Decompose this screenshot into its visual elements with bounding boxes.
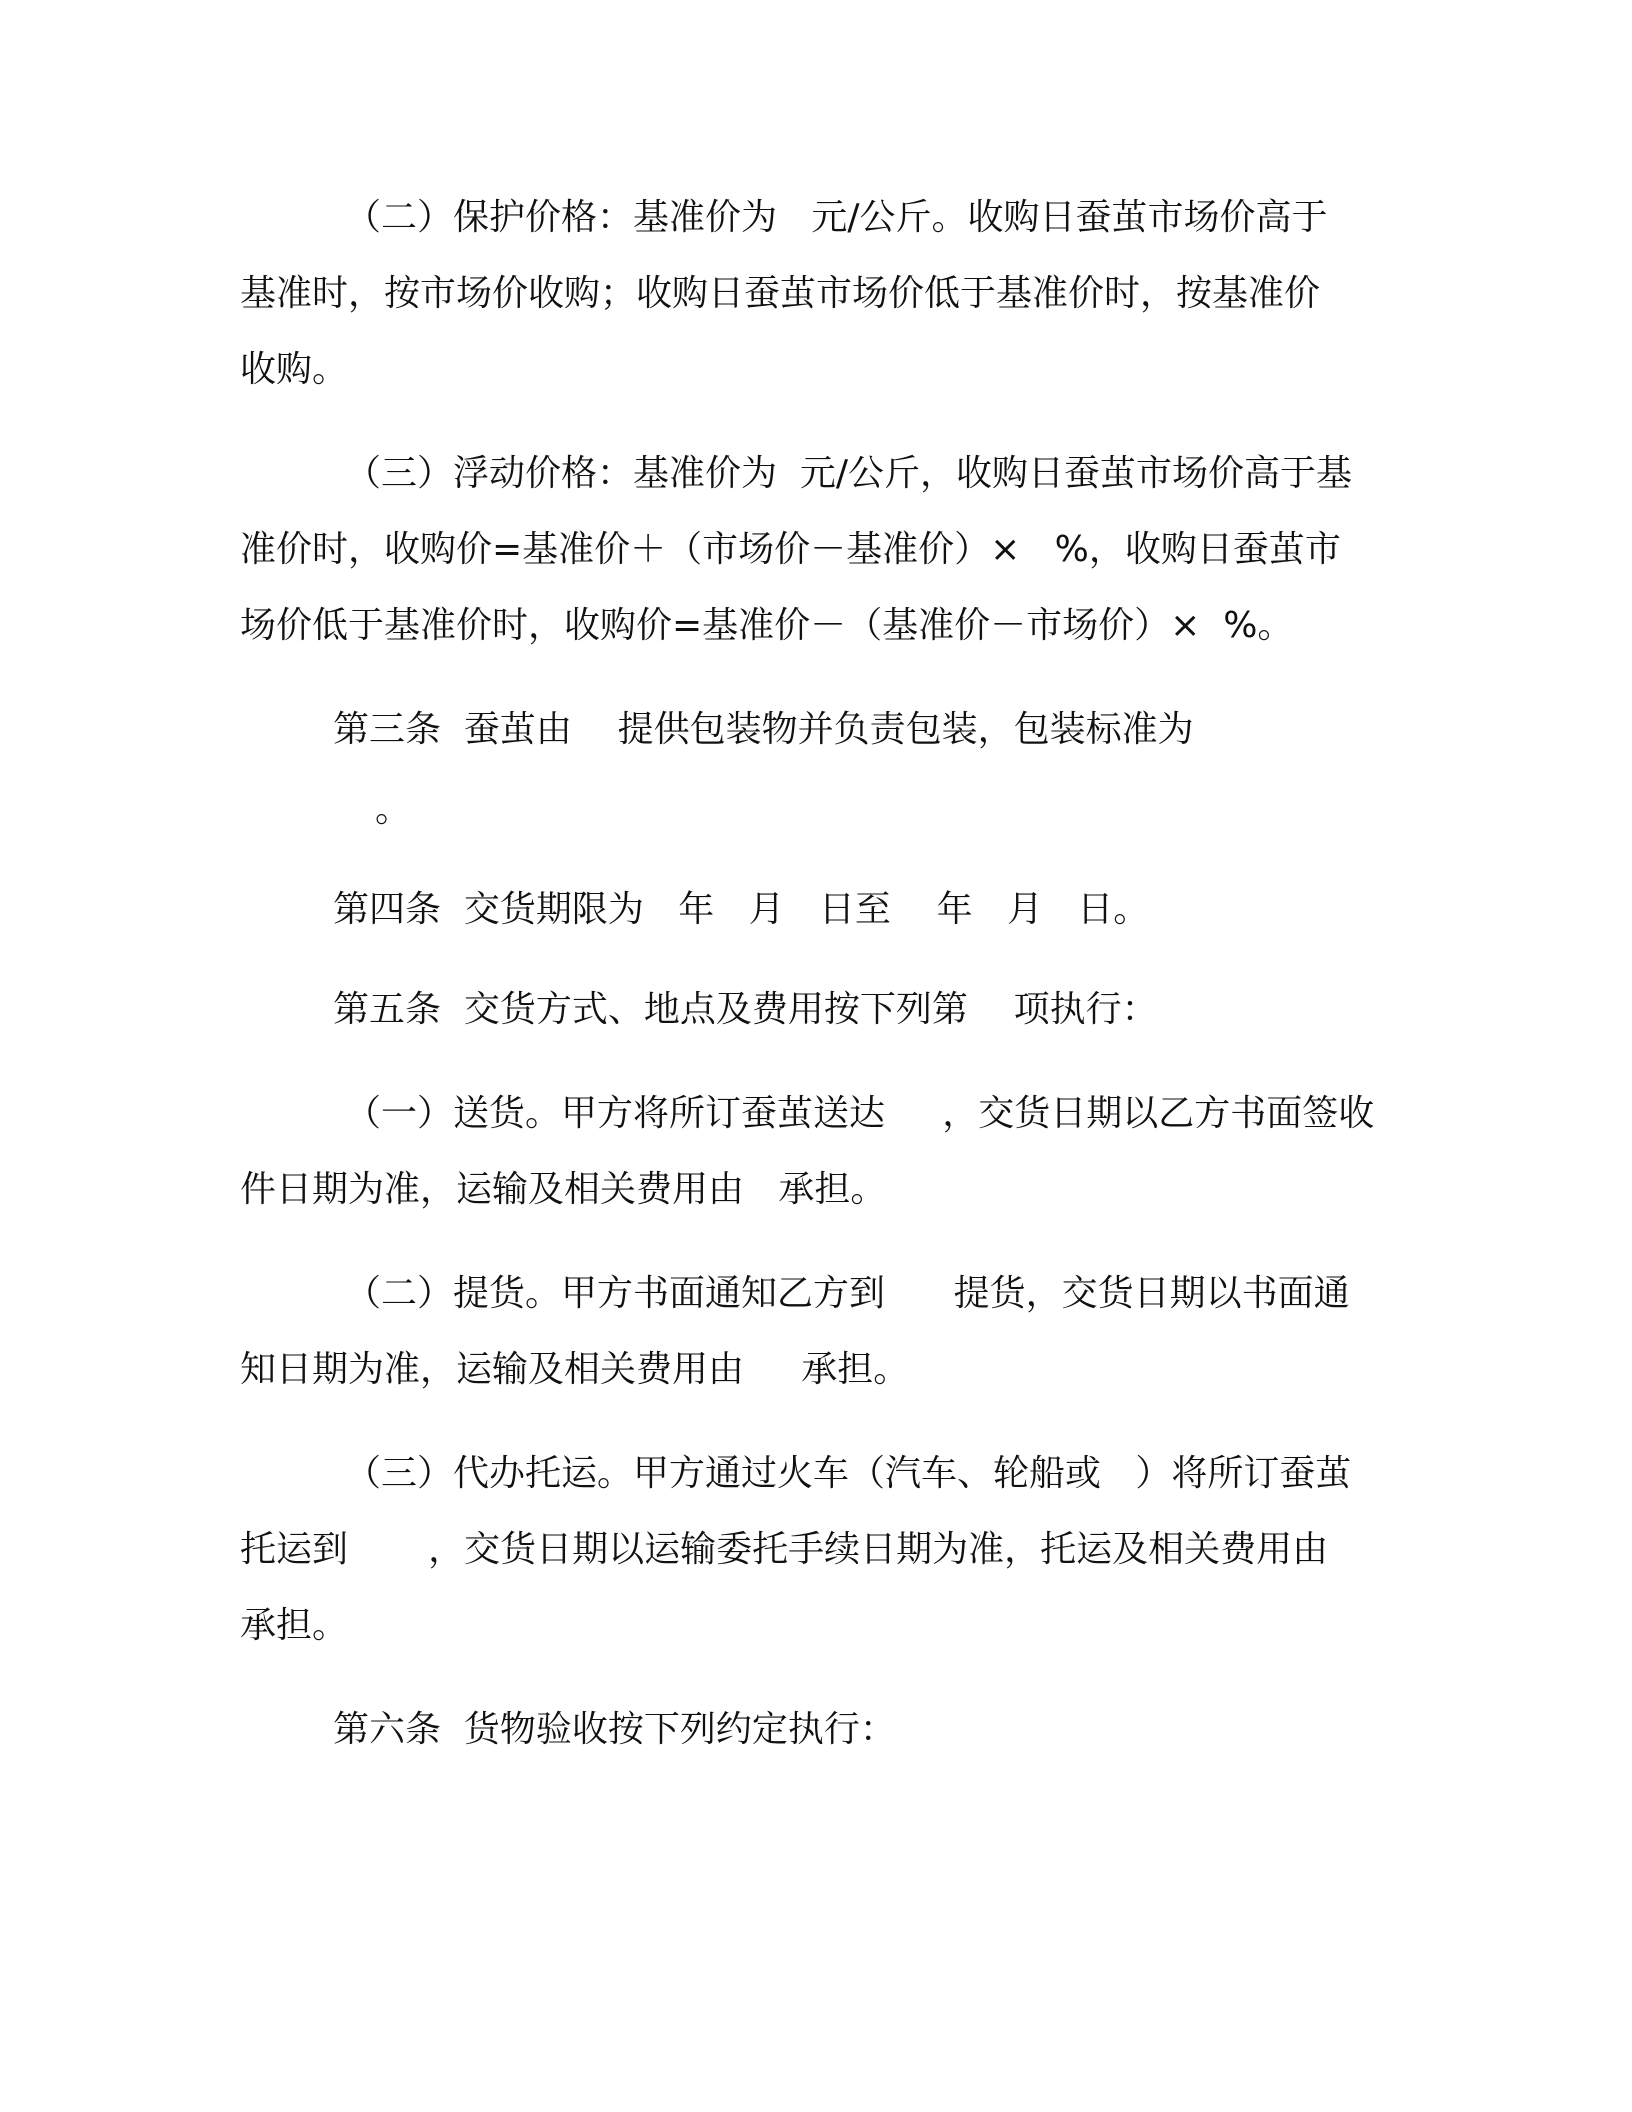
- protect-price-line-3: 收购。: [240, 349, 349, 390]
- article-6: 第六条 货物验收按下列约定执行：: [333, 1709, 896, 1750]
- article-3-line-2: 。: [375, 789, 412, 830]
- deliver-line-2: 件日期为准，运输及相关费用由 承担。: [240, 1169, 887, 1210]
- ship-line-2: 托运到 ，交货日期以运输委托手续日期为准，托运及相关费用由: [240, 1529, 1329, 1570]
- ship-line-3: 承担。: [240, 1605, 349, 1646]
- article-5: 第五条 交货方式、地点及费用按下列第 项执行：: [333, 989, 1158, 1030]
- deliver-line-1: （一）送货。甲方将所订蚕茧送达 ，交货日期以乙方书面签收: [345, 1093, 1375, 1134]
- article-3-line-1: 第三条 蚕茧由 提供包装物并负责包装，包装标准为: [333, 709, 1194, 750]
- float-price-line-2: 准价时，收购价=基准价＋（市场价－基准价）× %，收购日蚕茧市: [240, 529, 1341, 570]
- protect-price-line-2: 基准时，按市场价收购；收购日蚕茧市场价低于基准价时，按基准价: [240, 273, 1321, 314]
- float-price-line-3: 场价低于基准价时，收购价=基准价－（基准价－市场价）× %。: [240, 605, 1294, 646]
- float-price-line-1: （三）浮动价格：基准价为 元/公斤，收购日蚕茧市场价高于基: [345, 453, 1353, 494]
- protect-price-line-1: （二）保护价格：基准价为 元/公斤。收购日蚕茧市场价高于: [345, 197, 1328, 238]
- pickup-line-2: 知日期为准，运输及相关费用由 承担。: [240, 1349, 910, 1390]
- pickup-line-1: （二）提货。甲方书面通知乙方到 提货，交货日期以书面通: [345, 1273, 1350, 1314]
- article-4: 第四条 交货期限为 年 月 日至 年 月 日。: [333, 889, 1150, 930]
- ship-line-1: （三）代办托运。甲方通过火车（汽车、轮船或 ）将所订蚕茧: [345, 1453, 1352, 1494]
